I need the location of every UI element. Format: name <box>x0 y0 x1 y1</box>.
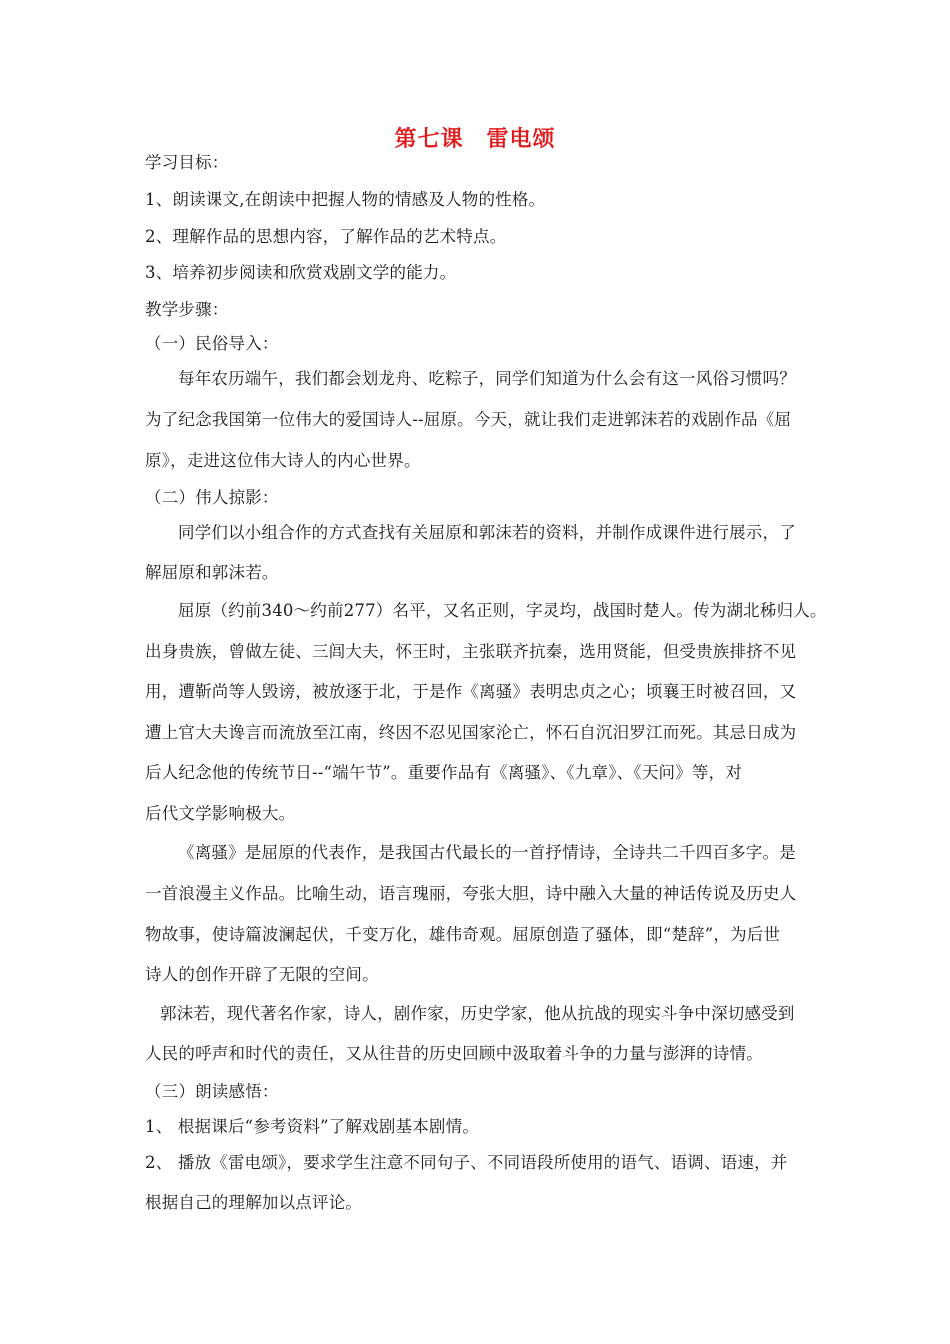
paragraph-line: 为了纪念我国第一位伟大的爱国诗人--屈原。今天，就让我们走进郭沫若的戏剧作品《屈 <box>145 410 792 429</box>
paragraph-line: 每年农历端午，我们都会划龙舟、吃粽子，同学们知道为什么会有这一风俗习惯吗？ <box>178 369 796 388</box>
paragraph-line: 物故事，使诗篇波澜起伏，千变万化，雄伟奇观。屈原创造了骚体，即“楚辞”，为后世 <box>145 925 781 944</box>
list-item: 2、 播放《雷电颂》，要求学生注意不同句子、不同语段所使用的语气、语调、语速，并 <box>145 1153 788 1172</box>
paragraph-line: 郭沫若，现代著名作家，诗人，剧作家，历史学家，他从抗战的现实斗争中深切感受到 <box>160 1004 795 1023</box>
paragraph-line: 同学们以小组合作的方式查找有关屈原和郭沫若的资料，并制作成课件进行展示，了 <box>178 523 796 542</box>
paragraph-line: 用，遭靳尚等人毁谤，被放逐于北，于是作《离骚》表明忠贞之心；顷襄王时被召回，又 <box>145 682 797 701</box>
paragraph-line: 遭上官大夫谗言而流放至江南，终因不忍见国家沦亡，怀石自沉汨罗江而死。其忌日成为 <box>145 723 797 742</box>
paragraph-line: 后人纪念他的传统节日--“端午节”。重要作品有《离骚》、《九章》、《天问》等，对 <box>145 763 743 782</box>
objective-item: 3、培养初步阅读和欣赏戏剧文学的能力。 <box>145 263 457 282</box>
list-item: 1、 根据课后“参考资料”了解戏剧基本剧情。 <box>145 1117 480 1136</box>
paragraph-line: 原》，走进这位伟大诗人的内心世界。 <box>145 451 421 470</box>
subsection-heading: （二）伟人掠影： <box>145 488 279 507</box>
objective-item: 2、理解作品的思想内容，了解作品的艺术特点。 <box>145 227 507 246</box>
paragraph-line: 后代文学影响极大。 <box>145 804 296 823</box>
section-heading-steps: 教学步骤： <box>145 300 229 319</box>
paragraph-line: 屈原（约前340～约前277）名平，又名正则，字灵均，战国时楚人。传为湖北秭归人。 <box>178 601 827 620</box>
paragraph-line: 出身贵族，曾做左徒、三闾大夫，怀王时，主张联齐抗秦，选用贤能，但受贵族排挤不见 <box>145 642 797 661</box>
paragraph-line: 根据自己的理解加以点评论。 <box>145 1193 363 1212</box>
paragraph-line: 《离骚》是屈原的代表作，是我国古代最长的一首抒情诗，全诗共二千四百多字。是 <box>178 843 796 862</box>
subsection-heading: （三）朗读感悟： <box>145 1082 279 1101</box>
paragraph-line: 诗人的创作开辟了无限的空间。 <box>145 965 379 984</box>
lesson-title: 第七课 雷电颂 <box>394 126 556 152</box>
section-heading-objectives: 学习目标： <box>145 153 229 172</box>
subsection-heading: （一）民俗导入： <box>145 334 279 353</box>
paragraph-line: 人民的呼声和时代的责任，又从往昔的历史回顾中汲取着斗争的力量与澎湃的诗情。 <box>145 1044 763 1063</box>
objective-item: 1、朗读课文,在朗读中把握人物的情感及人物的性格。 <box>145 190 546 209</box>
paragraph-line: 解屈原和郭沫若。 <box>145 563 279 582</box>
paragraph-line: 一首浪漫主义作品。比喻生动，语言瑰丽，夸张大胆，诗中融入大量的神话传说及历史人 <box>145 884 797 903</box>
